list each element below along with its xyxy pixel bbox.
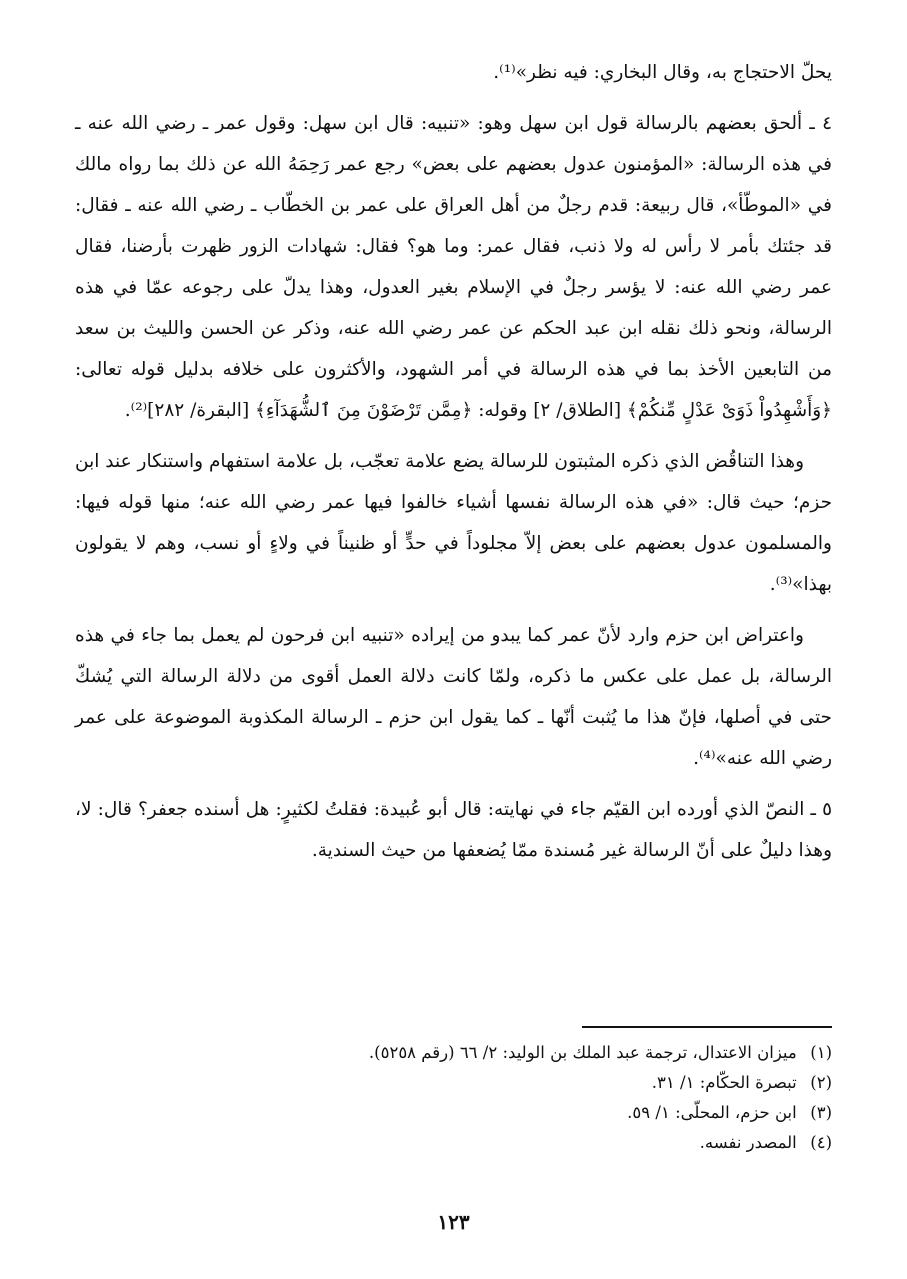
footnote-text: ميزان الاعتدال، ترجمة عبد الملك بن الوليد: ٢/ ٦٦ (رقم ٥٢٥٨). [368, 1043, 797, 1062]
paragraph-point-5: ٥ ـ النصّ الذي أورده ابن القيّم جاء في نهايته: قال أبو عُبيدة: فقلتُ لكثيرٍ: هل أسنده جعفر؟ قال: لا، وهذا دليلٌ على أنّ الرسالة غير مُسندة ممّا يُضعفها من حيث السندية. [75, 799, 832, 861]
paragraph-continuation: يحلّ الاحتجاج به، وقال البخاري: فيه نظر»⁽¹⁾. [493, 62, 832, 83]
footnotes [120, 1038, 832, 1158]
footnote-text: المصدر نفسه. [699, 1133, 797, 1152]
paragraph-objection: واعتراض ابن حزم وارد لأنّ عمر كما يبدو من إيراده «تنبيه ابن فرحون لم يعمل بما جاء في هذه الرسالة، بل عمل على عكس ما ذكره، ولمّا كانت دلالة العمل أقوى من دلالة الرسالة التي يُشكّ حتى في أصلها، فإنّ هذا ما يُثبت أنّها ـ كما يقول ابن حزم ـ الرسالة المكذوبة الموضوعة على عمر رضي الله عنه»⁽⁴⁾. [75, 625, 832, 769]
paragraph-contradiction: وهذا التناقُض الذي ذكره المثبتون للرسالة يضع علامة تعجّب، بل علامة استفهام واستنكار عند ابن حزم؛ حيث قال: «في هذه الرسالة نفسها أشياء خالفوا فيها عمر رضي الله عنه؛ منها قوله فيها: والمسلمون عدول بعضهم على بعض إلاّ مجلوداً في حدٍّ أو ظنيناً في ولاءٍ أو نسب، وهم لا يقولون بهذا»⁽³⁾. [75, 451, 832, 595]
footnote-text: تبصرة الحكّام: ١/ ٣١. [651, 1073, 797, 1092]
footnote-number: (٤) [810, 1133, 832, 1152]
main-text [75, 52, 832, 881]
footnote-item [120, 1098, 832, 1128]
footnote-number: (١) [810, 1043, 832, 1062]
paragraph-point-4: ٤ ـ ألحق بعضهم بالرسالة قول ابن سهل وهو: «تنبيه: قال ابن سهل: وقول عمر ـ رضي الله عنه ـ في هذه الرسالة: «المؤمنون عدول بعضهم على بعض» رجع عمر رَحِمَهُ الله عن ذلك بما رواه مالك في «الموطّأ»، قال ربيعة: قدم رجلٌ من أهل العراق على عمر بن الخطّاب ـ رضي الله عنه ـ فقال: قد جئتك بأمر لا رأس له ولا ذنب، فقال عمر: وما هو؟ فقال: شهادات الزور ظهرت بأرضنا، فقال عمر رضي الله عنه: لا يؤسر رجلٌ في الإسلام بغير العدول، وهذا يدلّ على رجوعه عمّا في هذه الرسالة، ونحو ذلك نقله ابن عبد الحكم عن عمر رضي الله عنه، وذكر عن الحسن والليث بن سعد من التابعين الأخذ بما في هذه الرسالة في أمر الشهود، والأكثرون على خلافه بدليل قوله تعالى: ﴿وَأَشْهِدُواْ ذَوَىْ عَدْلٍ مِّنكُمْ﴾ [الطلاق/ ٢] وقوله: ﴿مِمَّن تَرْضَوْنَ مِنَ ٱلشُّهَدَآءِ﴾ [البقرة/ ٢٨٢]⁽²⁾. [75, 113, 832, 421]
footnote-item [120, 1038, 832, 1068]
footnote-text: ابن حزم، المحلّى: ١/ ٥٩. [627, 1103, 797, 1122]
footnote-number: (٣) [810, 1103, 832, 1122]
footnote-number: (٢) [810, 1073, 832, 1092]
footnote-divider [582, 1026, 832, 1028]
page-number: ١٢٣ [437, 1210, 470, 1234]
footnote-item [120, 1128, 832, 1158]
footnote-item [120, 1068, 832, 1098]
